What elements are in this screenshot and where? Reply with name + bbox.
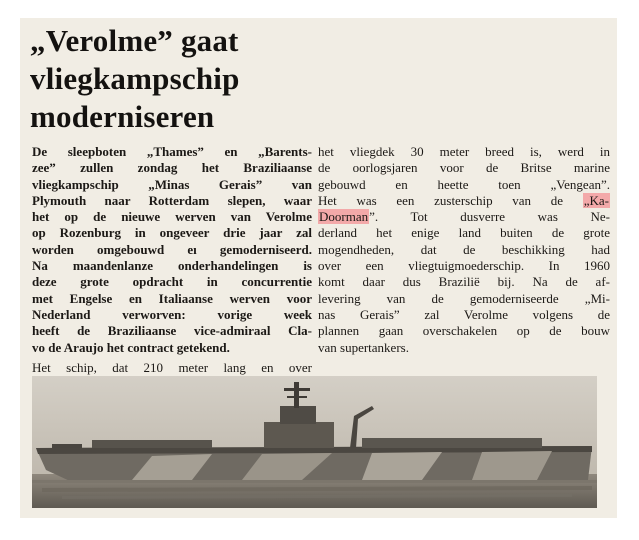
col1-line: zee” zullen zondag het Braziliaanse (32, 160, 312, 176)
col1-line: Plymouth naar Rotterdam slepen, waar (32, 192, 312, 208)
col2-line-with-highlight (318, 209, 610, 225)
ship-illustration (32, 376, 597, 508)
highlight-ka: „Ka- (583, 192, 609, 208)
col1-line: Nederland verworven: vorige week (32, 306, 312, 322)
col2-line: levering van de gemoderniseerde „Mi- (318, 290, 610, 306)
col2-line: over een vliegtuigmoederschip. In 1960 (318, 258, 610, 274)
col1-line: worden omgebouwd eı gemoderniseerd. (32, 241, 312, 257)
col1-line: heeft de Braziliaanse vice-admiraal Cla- (32, 323, 312, 339)
col1-line: vliegkampschip „Minas Gerais” van (32, 176, 312, 192)
headline (30, 22, 320, 136)
col1-line: op Rozenburg in ongeveer drie jaar zal (32, 225, 312, 241)
col2-line-text: ”. Tot dusverre was Ne- (369, 209, 610, 225)
col2-line-text: Het was een zusterschip van de (318, 192, 564, 208)
col2-line: derland het enige land buiten de grote (318, 225, 610, 241)
headline-line-3: moderniseren (30, 99, 215, 134)
col2-line: het vliegdek 30 meter breed is, werd in (318, 144, 610, 159)
newspaper-clipping (20, 18, 617, 518)
col1-line: Na maandenlanze onderhandelingen is (32, 258, 312, 274)
col2-line: mogendheden, dat de beschikking had (318, 241, 610, 257)
headline-line-2: vliegkampschip (30, 61, 240, 96)
col1-line: vo de Araujo het contract getekend. (32, 339, 230, 355)
article-column-2 (318, 144, 610, 356)
headline-line-1: „Verolme” gaat (30, 23, 239, 58)
col2-line: komt daar dus Brazilië bij. Na de af- (318, 274, 610, 290)
col2-line: plannen gaan overschakelen op de bouw (318, 323, 610, 339)
col1-line: het op de nieuwe werven van Verolme (32, 209, 312, 225)
col1-line: met Engelse en Italiaanse werven voor (32, 290, 312, 306)
col2-line-with-highlight (318, 193, 610, 209)
col1-line: De sleepboten „Thames” en „Barents- (32, 144, 312, 159)
col2-line: nas Gerais” zal Verolme volgens de (318, 306, 610, 322)
article-column-1 (32, 144, 312, 376)
col2-line: gebouwd en heette toen „Vengean”. (318, 176, 610, 192)
col2-line: de oorlogsjaren voor de Britse marine (318, 160, 610, 176)
col2-line: van supertankers. (318, 339, 409, 355)
col1-paragraph-2-line: Het schip, dat 210 meter lang en over (32, 359, 312, 375)
aircraft-carrier-photo (32, 376, 597, 508)
highlight-doorman: Doorman (319, 209, 369, 225)
col1-line: deze grote opdracht in concurrentie (32, 274, 312, 290)
